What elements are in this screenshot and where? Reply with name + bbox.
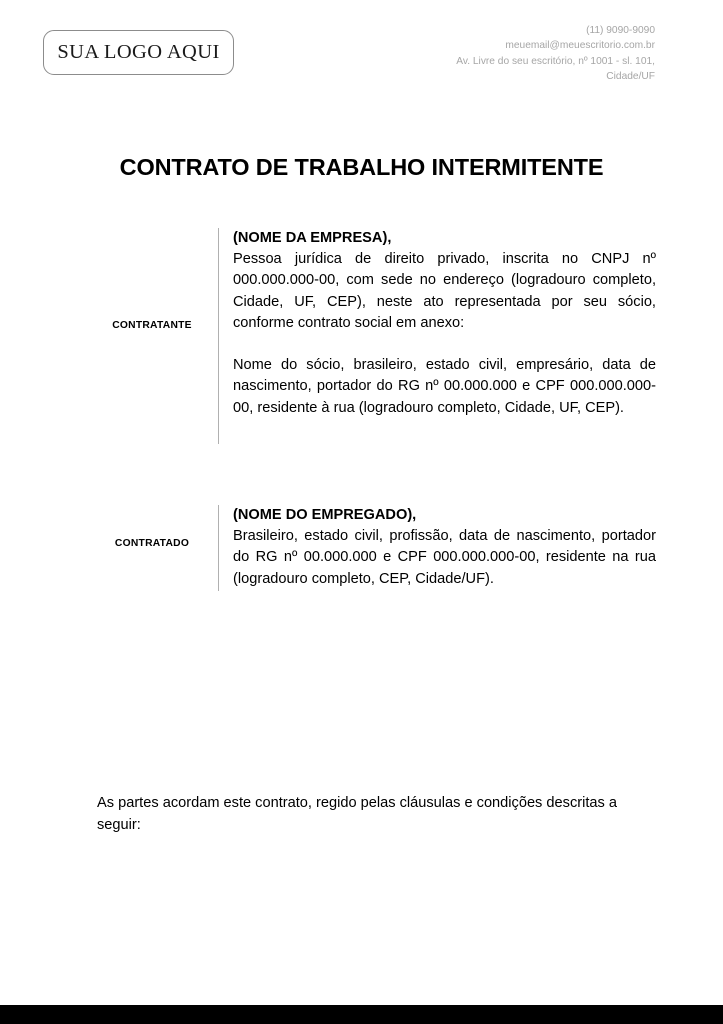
closing-paragraph: As partes acordam este contrato, regido pelas cláusulas e condições descritas a seguir: [97, 795, 617, 833]
party-label-contratado: CONTRATADO [114, 538, 190, 549]
party-body-contratante [233, 228, 656, 419]
logo-placeholder-box [43, 30, 234, 75]
contact-phone: (11) 9090-9090 [586, 25, 655, 36]
contact-address-line-1: Av. Livre do seu escritório, nº 1001 - sl. 101, [456, 55, 655, 67]
party-divider-contratante [218, 228, 219, 444]
contact-email: meuemail@meuescritorio.com.br [505, 40, 655, 52]
page-bottom-bar [0, 1005, 723, 1024]
party-name-contratado: (NOME DO EMPREGADO), [233, 507, 417, 523]
document-header [0, 0, 723, 110]
party-name-contratante: (NOME DA EMPRESA), [233, 230, 392, 246]
party-body-contratado [233, 505, 656, 590]
header-contact-info [255, 23, 655, 85]
contact-address-line-2: Cidade/UF [606, 71, 655, 83]
party-label-contratante: CONTRATANTE [112, 320, 192, 331]
logo-placeholder-text: SUA LOGO AQUI [57, 41, 220, 63]
party-paragraph: Brasileiro, estado civil, profissão, data de nascimento, portador do RG nº 00.000.000 e CPF 000.000.000-00, residente na rua (logradouro completo, CEP, Cidade/UF). [233, 528, 656, 587]
party-paragraph: Nome do sócio, brasileiro, estado civil, empresário, data de nascimento, portador do RG nº 00.000.000 e CPF 000.000.000-00, residente à rua (logradouro completo, Cidade, UF, CEP). [233, 357, 656, 416]
document-title: CONTRATO DE TRABALHO INTERMITENTE [119, 153, 604, 180]
party-paragraph: Pessoa jurídica de direito privado, inscrita no CNPJ nº 000.000.000-00, com sede no endereço (logradouro completo, Cidade, UF, CEP), neste ato representada por seu sócio, conforme contrato social em anexo: [233, 251, 656, 331]
party-divider-contratado [218, 505, 219, 591]
